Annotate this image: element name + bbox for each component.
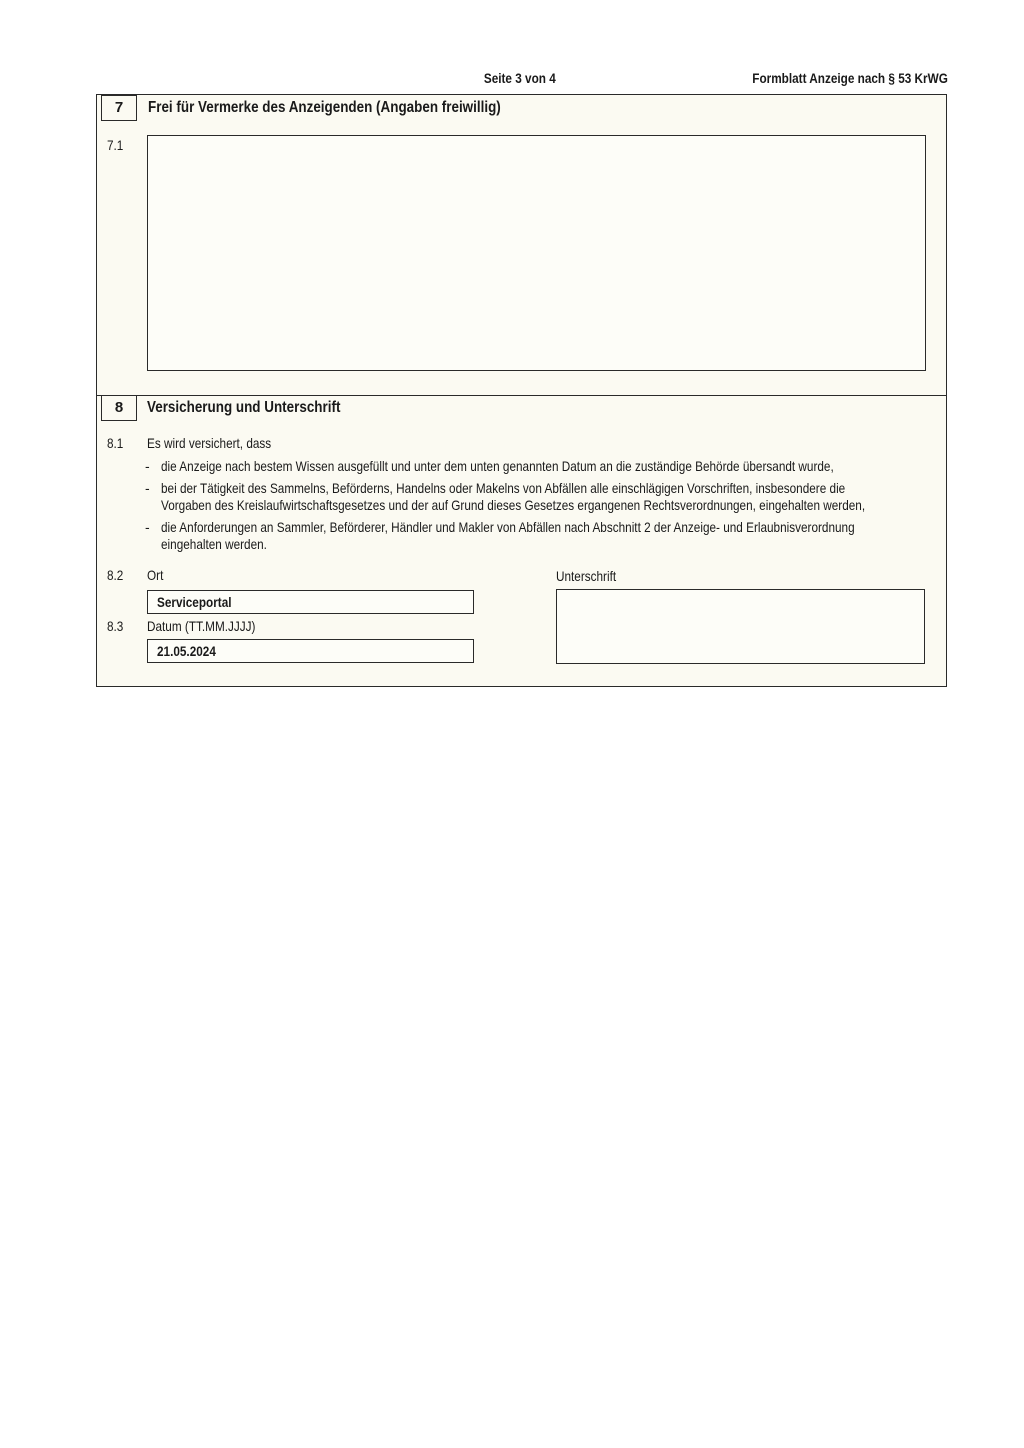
section-8-number: 8 bbox=[101, 395, 137, 421]
date-field[interactable]: 21.05.2024 bbox=[147, 639, 474, 663]
section-7-title: Frei für Vermerke des Anzeigenden (Angaben freiwillig) bbox=[148, 99, 501, 116]
date-label: Datum (TT.MM.JJJJ) bbox=[147, 618, 256, 634]
place-field[interactable]: Serviceportal bbox=[147, 590, 474, 614]
item-8-1-number: 8.1 bbox=[107, 435, 124, 451]
signature-box[interactable] bbox=[556, 589, 925, 664]
assurance-bullet: die Anforderungen an Sammler, Beförderer, Händler und Makler von Abfällen nach Abschnitt 2 der Anzeige- und Erlaubnisverordnung eingehalten werden. bbox=[161, 519, 855, 552]
bullet-dash: - bbox=[145, 458, 150, 474]
bullet-dash: - bbox=[145, 519, 150, 535]
section-8-title: Versicherung und Unterschrift bbox=[147, 399, 341, 416]
assurance-bullet: die Anzeige nach bestem Wissen ausgefüllt und unter dem unten genannten Datum an die zuständige Behörde übersandt wurde, bbox=[161, 458, 834, 474]
item-7-1-number: 7.1 bbox=[107, 137, 124, 153]
bullet-dash: - bbox=[145, 480, 150, 496]
place-label: Ort bbox=[147, 567, 164, 583]
section-7-number: 7 bbox=[101, 95, 137, 121]
page-number: Seite 3 von 4 bbox=[484, 70, 556, 86]
form-frame bbox=[96, 94, 947, 687]
form-title: Formblatt Anzeige nach § 53 KrWG bbox=[752, 70, 948, 86]
section-divider bbox=[97, 395, 946, 396]
item-8-2-number: 8.2 bbox=[107, 567, 124, 583]
item-8-3-number: 8.3 bbox=[107, 618, 124, 634]
remarks-textarea[interactable] bbox=[147, 135, 926, 371]
assurance-intro: Es wird versichert, dass bbox=[147, 435, 272, 451]
signature-label: Unterschrift bbox=[556, 568, 617, 584]
assurance-bullet: bei der Tätigkeit des Sammelns, Beförderns, Handelns oder Makelns von Abfällen alle einschlägigen Vorschriften, insbesondere die Vorgaben des Kreislaufwirtschaftsgesetzes und der auf Grund dieses Gesetzes ergangenen Rechtsverordnungen, eingehalten werden, bbox=[161, 480, 866, 513]
